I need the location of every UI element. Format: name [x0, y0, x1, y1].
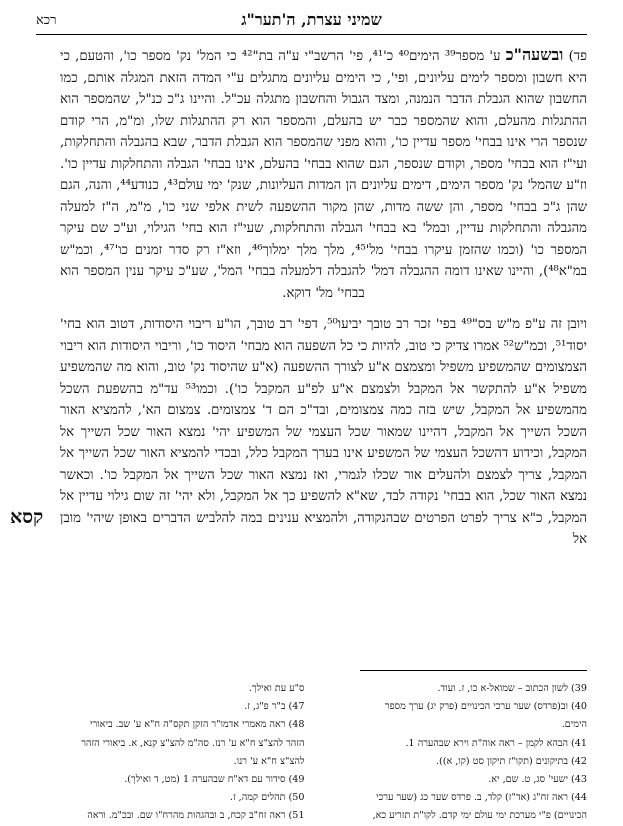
footnote-line: 43) ישעי' סג, ט. שם, יא. — [488, 774, 587, 786]
margin-page-number: קסא — [10, 506, 44, 528]
footnote-line: 48) ראה מאמרי אדמו"ר הזקן תקס"ה ח"א ע' שב. ביאורי — [90, 719, 305, 731]
paragraph-text: ע' מספר³⁹ הימים⁴⁰ כ'⁴¹, פי' הרשב"י ע"ה בת"⁴² כי המל' נק' מספר כו', והטעם, כי היא חשבון ומספר לימים עליונים, ופי', כי הימים עליונים מתגלים ע"י המדה הזאת המגלה אותם, כמו החשבון שהוא הגבלת הדבר הנמנה, ומצד הגבול והחשבון מתגלה עכ"ל. והיינו ג"כ כנ"ל, שהמספר הוא ההתגלות מהעלם, והוא שהמספר כבר יש בהעלם, והמספר הוא רק ההתגלות שלו, ומ"מ, הרי קודם שנספר הרי אינו בבחי' מספר עדיין כו', והוא מפני שהמספר הוא הגבלת הדבר, שבא בהגבלה והתחלקות, ועי"ז הוא בבחי' מספר, וקודם שנספר, הגם שהוא בבחי' בהעלם, אינו בבחי' הגבלה והתחלקות עדיין כו'. וז"ע שהמל' נק' מספר הימים, דימים עליונים הן המדות העליונות, שנק' ימי עולם⁴³, כנודע⁴⁴, והנה, הגם שהן ג"כ בבחי' מספר, והן ששה מדות, שהן מקור ההשפעה לשית אלפי שני כו', מ"מ, ה"ז למעלה מהגבלה והתחלקות עדיין, ובמל' בא בבחי' הגבלה והתחלקות, שעי"ז הוא בחי' הגילוי, וע"כ שם עיקר המספר כו' (וכמו שהזמן עיקרו בבחי' מל'⁴⁵, מלך מלך ימלוך⁴⁶, וזא"ז רק סדר זמנים כו'⁴⁷, וכמ"ש במ"א⁴⁸), והיינו שאינו דומה ההגבלה דמל' להגבלה דלמעלה בבחי' המל', שע"כ עיקר ענין המספר הוא בבחי' מל' דוקא. — [60, 49, 587, 301]
footnote-line: 50) תהלים קמה, ז. — [229, 792, 305, 804]
page-number: רכא — [36, 13, 57, 28]
footnote-line: 44) ראה זח"ג (אד"ז) קלד, ב. פרדס שער כג (שער ערכי — [376, 792, 587, 804]
paragraph-continuation — [60, 314, 587, 551]
footnote-line: 47) ב"ר פ"ג, ז. — [244, 701, 305, 713]
paragraph-84 — [60, 44, 587, 304]
footnote-line: הכינויים) פ"י מערכת ימי עולם ימי קדם. לקו"ת תזריע כא, — [372, 810, 587, 822]
main-text — [60, 44, 587, 561]
opening-word: ובשעה"כ — [505, 45, 564, 64]
paragraph-text: ויובן זה ע"פ מ"ש בס"⁴⁹ בפי' זכר רב טובך יביעו⁵⁰, דפי' רב טובך, הו"ע ריבוי היסודות, דטוב הוא בחי' יסוד⁵¹, וכמ"ש⁵² אמרו צדיק כי טוב, להיות כי כל השפעה הוא מבחי' היסוד כו', וריבוי היסודות הוא ריבוי הצמצומים שהמשפיע משפיל ומצמצם א"ע לצורך ההשפעה (א"ע שהיסוד נק' טוב, והוא מה שהמשפיע משפיל א"ע להתקשר אל המקבל ולצמצם א"ע לפ"ע המקבל כו'). וכמו⁵³ עד"מ בהשפעת השכל מהמשפיע אל המקבל, שיש בזה כמה צמצומים, ובד"כ הם ד' צמצומים. צמצום הא', להמציא האור השכל השייך אל המקבל, דהיינו שמאור שכל העצמי של המשפיע יהי' נמצא האור שכל השייך אל המקבל, וכידוע דהשכל העצמי של המשפיע אינו בערך המקבל כלל, ובכדי להמציא האור שכל השייך אל המקבל, צריך לצמצם ולהעלים אור שכלו לגמרי, ואז נמצא האור שכל השייך אל המקבל כו'. וכאשר נמצא האור שכל, הוא בבחי' נקודה לבד, שא"א להשפיע כך אל המקבל, ולא יהי' זה שום גילוי עדיין אל המקבל, כ"א צריך לפרט הפרטים שבהנקודה, ולהמציא ענינים במה להלביש הדברים באופן שיהי' מובן אל — [60, 317, 587, 547]
footnote-line: 49) סידור עם דא"ח שבהערה 1 (מט, ד ואילך). — [124, 774, 305, 786]
paragraph-number: פד) — [568, 49, 587, 64]
footnote-column-right — [319, 680, 588, 826]
footnote-line: 42) בתיקונים (תקו"ז תיקון סט (קו, א)). — [435, 755, 587, 767]
footnotes — [36, 680, 587, 826]
header-rule — [36, 34, 587, 35]
footnote-line: 39) לשון הכתוב – שמואל-א כו, ז. ועוד. — [437, 683, 587, 694]
footnote-line: הימים. — [561, 719, 587, 731]
footnote-column-left — [36, 680, 305, 826]
footnote-line: ס"ע עת ואילך. — [248, 683, 305, 694]
footnote-line: הזהר להצ"צ ח"א ע' רנז. סה"מ להצ"צ קנא, א. ביאורי הזהר — [81, 737, 305, 749]
running-header — [36, 8, 587, 34]
footnote-line: 41) הבהא לקמן – ראה אוה"ת וירא שבהערה 1. — [405, 737, 587, 749]
footnote-line: 51) ראה זח"ב קכח, ב ובהגהות מהרח"ו שם. ובכ"מ. וראה — [87, 810, 305, 822]
running-title: שמיני עצרת, ה'תער"ג — [241, 10, 382, 29]
footnote-line: להצ"צ ח"א ע' רנו. — [233, 755, 305, 767]
footnote-rule — [360, 670, 587, 671]
footnote-line: 40) וב(פרדס) שער ערכי הכינויים (פרק יג) ערך מספר — [384, 701, 587, 713]
